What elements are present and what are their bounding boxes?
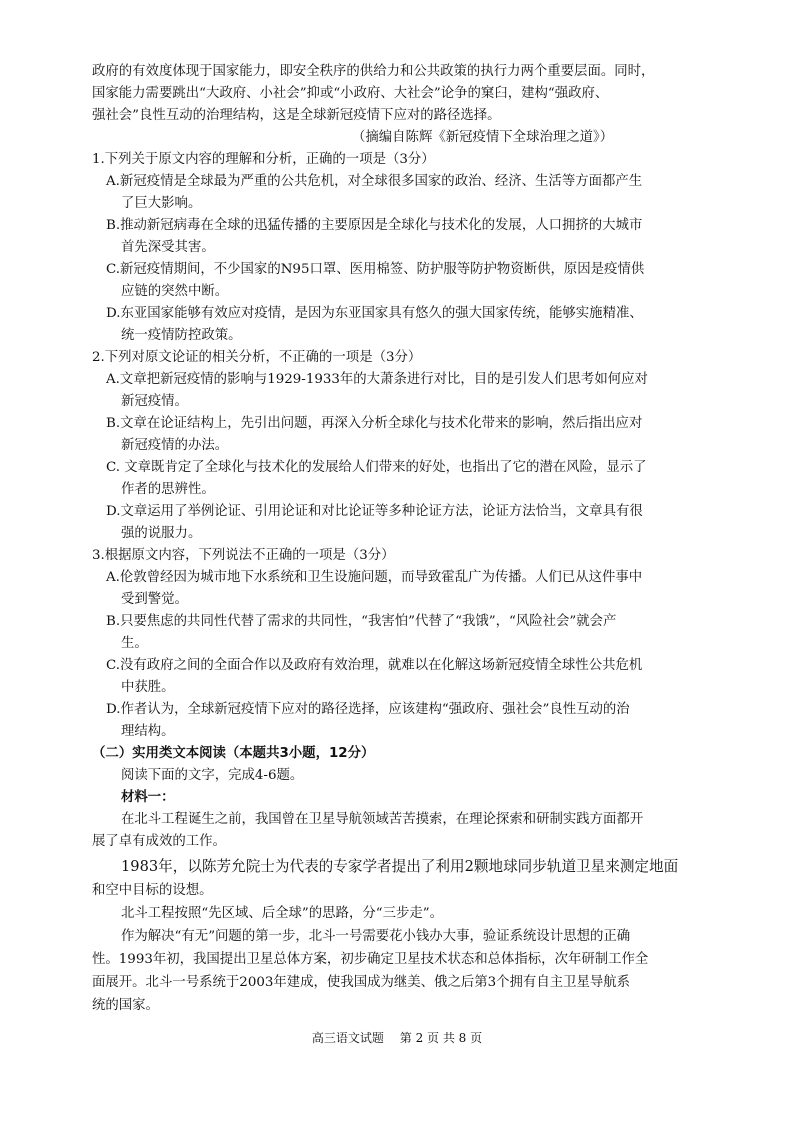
page-footer bbox=[0, 1029, 794, 1046]
question-1-option-a-cont: 了巨大影响。 bbox=[121, 196, 202, 211]
material-paragraph-line: 在北斗工程诞生之前，我国曾在卫星导航领域苦苦摸索，在理论探索和研制实践方面都开 bbox=[121, 812, 644, 827]
question-2-stem: 2.下列对原文论证的相关分析，不正确的一项是（3分） bbox=[92, 350, 422, 365]
section-heading: （二）实用类文本阅读（本题共3小题，12分） bbox=[92, 746, 375, 761]
material-label: 材料一： bbox=[121, 790, 175, 805]
question-1-option-c-cont: 应链的突然中断。 bbox=[121, 284, 229, 299]
paragraph-line: 政府的有效度体现于国家能力，即安全秩序的供给力和公共政策的执行力两个重要层面。同时， bbox=[92, 64, 655, 79]
question-3-option-b: B.只要焦虑的共同性代替了需求的共同性，“我害怕”代替了“我饿”，“风险社会”就会产 bbox=[106, 614, 617, 629]
question-1-option-b-cont: 首先深受其害。 bbox=[121, 240, 215, 255]
question-1-option-a: A.新冠疫情是全球最为严重的公共危机，对全球很多国家的政治、经济、生活等方面都产生 bbox=[106, 174, 643, 189]
question-3-stem: 3.根据原文内容，下列说法不正确的一项是（3分） bbox=[92, 548, 395, 563]
material-paragraph-line: 展了卓有成效的工作。 bbox=[92, 834, 226, 849]
question-1-option-d: D.东亚国家能够有效应对疫情，是因为东亚国家具有悠久的强大国家传统，能够实施精准、 bbox=[106, 306, 643, 321]
question-2-option-d: D.文章运用了举例论证、引用论证和对比论证等多种论证方法，论证方法恰当，文章具有很 bbox=[106, 504, 643, 519]
material-paragraph-line: 性。1993年初，我国提出卫星总体方案，初步确定卫星技术状态和总体指标，次年研制工作全 bbox=[92, 952, 649, 967]
material-paragraph-line: 面展开。北斗一号系统于2003年建成，使我国成为继美、俄之后第3个拥有自主卫星导航系 bbox=[92, 975, 631, 990]
source-citation: （摘编自陈辉《新冠疫情下全球治理之道》） bbox=[352, 130, 614, 145]
question-3-option-a-cont: 受到警觉。 bbox=[121, 592, 188, 607]
paragraph-line: 国家能力需要跳出“大政府、小社会”抑或“小政府、大社会”论争的窠臼，建构“强政府、 bbox=[92, 86, 609, 101]
question-1-option-d-cont: 统一疫情防控政策。 bbox=[121, 328, 242, 343]
question-3-option-d: D.作者认为，全球新冠疫情下应对的路径选择，应该建构“强政府、强社会”良性互动的治 bbox=[106, 702, 630, 717]
question-1-option-b: B.推动新冠病毒在全球的迅猛传播的主要原因是全球化与技术化的发展，人口拥挤的大城市 bbox=[106, 218, 643, 233]
question-2-option-b: B.文章在论证结构上，先引出问题，再深入分析全球化与技术化带来的影响，然后指出应对 bbox=[106, 416, 643, 431]
footer-title: 高三语文试题 bbox=[311, 1031, 384, 1045]
footer-page-number: 第 2 页 共 8 页 bbox=[399, 1031, 483, 1045]
paragraph-line: 强社会”良性互动的治理结构，这是全球新冠疫情下应对的路径选择。 bbox=[92, 108, 501, 123]
material-paragraph-line: 1983年，以陈芳允院士为代表的专家学者提出了利用2颗地球同步轨道卫星来测定地面 bbox=[121, 858, 679, 875]
question-2-option-b-cont: 新冠疫情的办法。 bbox=[121, 438, 229, 453]
material-paragraph-line: 北斗工程按照“先区域、后全球”的思路，分“三步走”。 bbox=[121, 906, 443, 921]
question-2-option-c: C. 文章既肯定了全球化与技术化的发展给人们带来的好处，也指出了它的潜在风险，显示了 bbox=[106, 460, 647, 475]
material-paragraph-line: 作为解决“有无”问题的第一步，北斗一号需要花小钱办大事，验证系统设计思想的正确 bbox=[121, 929, 631, 944]
question-2-option-d-cont: 强的说服力。 bbox=[121, 526, 202, 541]
question-2-option-c-cont: 作者的思辨性。 bbox=[121, 482, 215, 497]
instruction-text: 阅读下面的文字，完成4-6题。 bbox=[121, 768, 304, 783]
question-3-option-c-cont: 中获胜。 bbox=[121, 680, 175, 695]
material-paragraph-line: 统的国家。 bbox=[92, 998, 159, 1013]
question-3-option-a: A.伦敦曾经因为城市地下水系统和卫生设施问题，而导致霍乱广为传播。人们已从这件事中 bbox=[106, 570, 643, 585]
question-2-option-a: A.文章把新冠疫情的影响与1929-1933年的大萧条进行对比，目的是引发人们思考如何应对 bbox=[106, 372, 648, 387]
material-paragraph-line: 和空中目标的设想。 bbox=[92, 883, 213, 898]
question-1-option-c: C.新冠疫情期间，不少国家的N95口罩、医用棉签、防护服等防护物资断供，原因是疫情供 bbox=[106, 262, 645, 277]
question-3-option-d-cont: 理结构。 bbox=[121, 724, 175, 739]
question-3-option-c: C.没有政府之间的全面合作以及政府有效治理，就难以在化解这场新冠疫情全球性公共危机 bbox=[106, 658, 643, 673]
question-1-stem: 1.下列关于原文内容的理解和分析，正确的一项是（3分） bbox=[92, 152, 435, 167]
question-2-option-a-cont: 新冠疫情。 bbox=[121, 394, 188, 409]
question-3-option-b-cont: 生。 bbox=[121, 636, 148, 651]
